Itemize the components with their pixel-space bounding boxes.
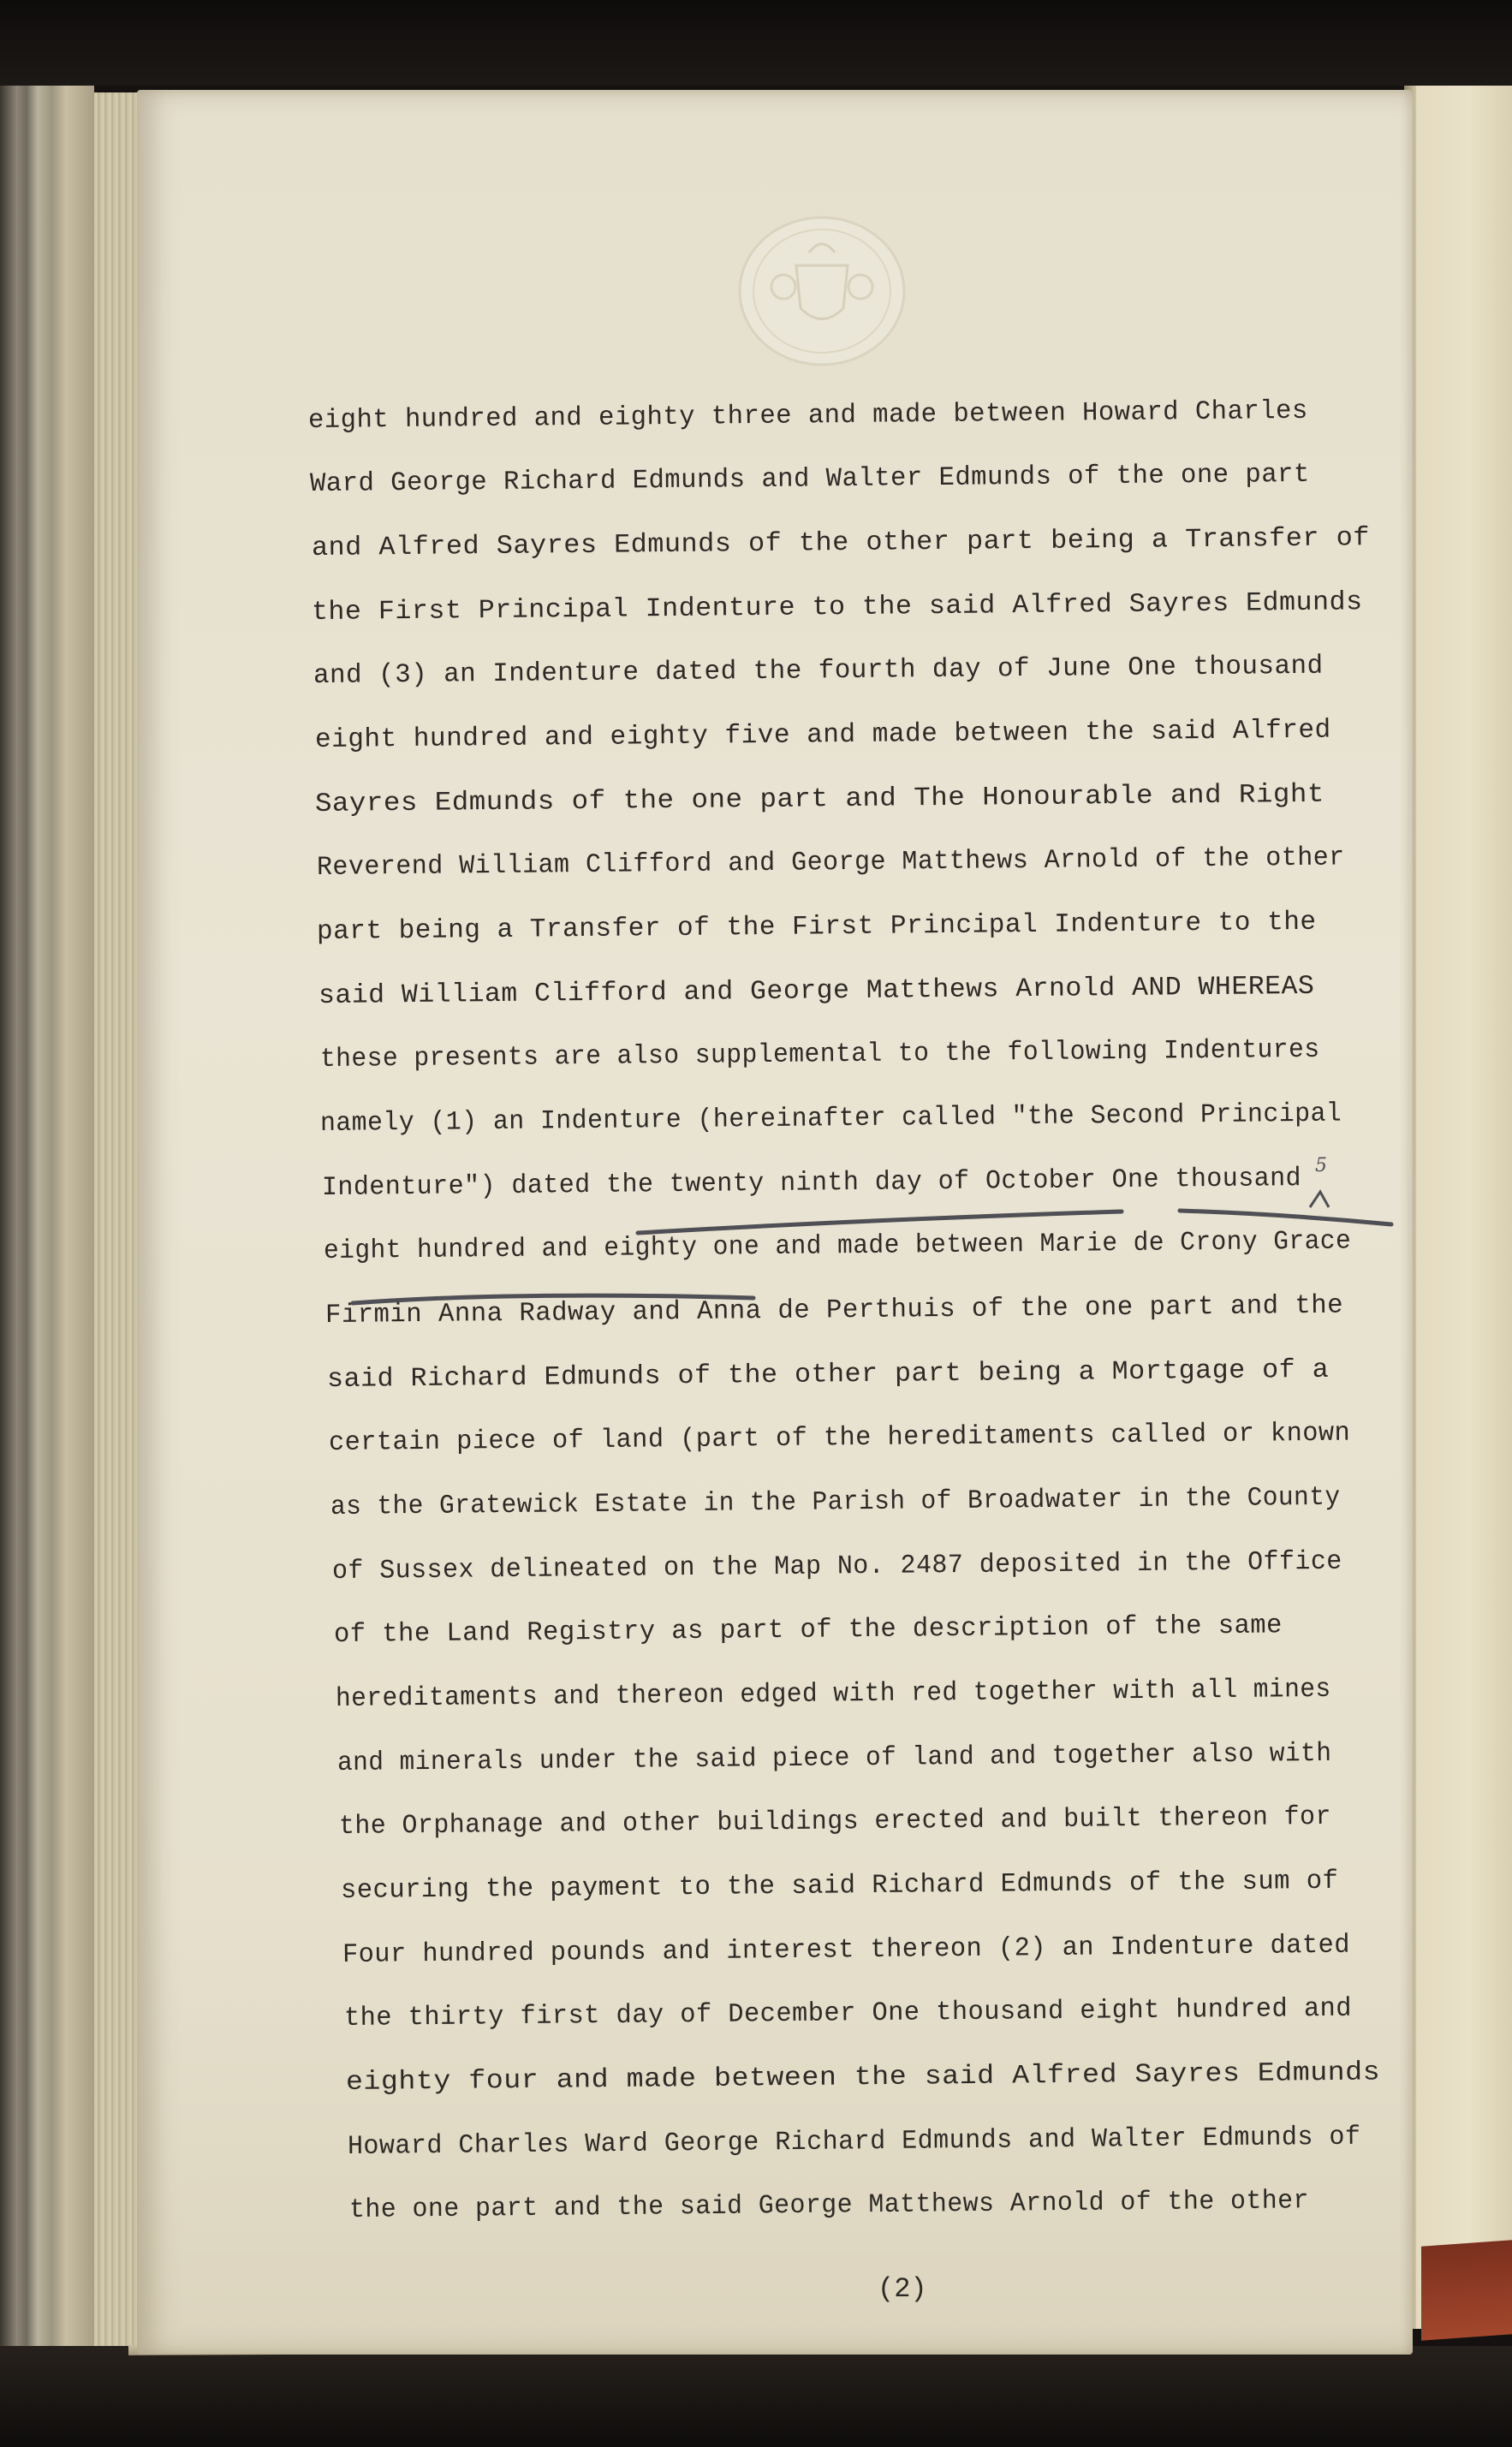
text-line: Sayres Edmunds of the one part and The Honourable and Right bbox=[314, 779, 1325, 819]
text-line: Ward George Richard Edmunds and Walter Edmunds of the one part bbox=[309, 459, 1310, 499]
text-line: and Alfred Sayres Edmunds of the other part being a Transfer of bbox=[311, 523, 1371, 563]
pencil-underline bbox=[638, 1212, 1122, 1233]
text-line: eight hundred and eighty five and made between the said Alfred bbox=[314, 715, 1331, 755]
text-line: these presents are also supplemental to the following Indentures bbox=[319, 1034, 1320, 1075]
text-line: eight hundred and eighty one and made between Marie de Crony Grace bbox=[323, 1226, 1352, 1266]
pencil-underline bbox=[353, 1295, 753, 1303]
text-line: and (3) an Indenture dated the fourth day of June One thousand bbox=[313, 651, 1324, 691]
text-line: of the Land Registry as part of the description of the same bbox=[333, 1610, 1283, 1650]
text-line: of Sussex delineated on the Map No. 2487 deposited in the Office bbox=[331, 1546, 1342, 1587]
text-line: said William Clifford and George Matthews Arnold AND WHEREAS bbox=[318, 971, 1315, 1011]
pencil-annotation: 5 bbox=[1315, 1155, 1327, 1176]
pencil-underline bbox=[1180, 1211, 1391, 1224]
text-line: as the Gratewick Estate in the Parish of Broadwater in the County bbox=[330, 1482, 1341, 1522]
text-line: certain piece of land (part of the hereditaments called or known bbox=[328, 1418, 1351, 1458]
text-line: part being a Transfer of the First Principal Indenture to the bbox=[316, 907, 1317, 947]
text-line: the one part and the said George Matthews Arnold of the other bbox=[348, 2186, 1310, 2225]
text-line: Reverend William Clifford and George Matthews Arnold of the other bbox=[316, 842, 1345, 883]
text-line: Indenture") dated the twenty ninth day of October One thousand bbox=[321, 1164, 1302, 1203]
page-number: (2) bbox=[878, 2273, 927, 2305]
text-line: the First Principal Indenture to the said Alfred Sayres Edmunds bbox=[311, 587, 1363, 628]
text-line: Firmin Anna Radway and Anna de Perthuis of the one part and the bbox=[324, 1290, 1344, 1331]
text-line: namely (1) an Indenture (hereinafter called "the Second Principal bbox=[319, 1098, 1342, 1139]
text-line: Howard Charles Ward George Richard Edmunds and Walter Edmunds of bbox=[347, 2122, 1361, 2162]
pencil-caret bbox=[1310, 1192, 1329, 1207]
text-line: and minerals under the said piece of land and together also with bbox=[336, 1738, 1332, 1778]
text-line: said Richard Edmunds of the other part being a Mortgage of a bbox=[326, 1354, 1330, 1395]
text-line: securing the payment to the said Richard Edmunds of the sum of bbox=[340, 1866, 1339, 1906]
text-line: eighty four and made between the said Alfred Sayres Edmunds bbox=[345, 2057, 1381, 2098]
text-line: eight hundred and eighty three and made between Howard Charles bbox=[307, 396, 1308, 436]
text-line: the Orphanage and other buildings erected and built thereon for bbox=[338, 1801, 1332, 1842]
text-line: the thirty first day of December One thousand eight hundred and bbox=[343, 1993, 1353, 2033]
text-line: hereditaments and thereon edged with red together with all mines bbox=[335, 1674, 1331, 1714]
text-line: Four hundred pounds and interest thereon (2) an Indenture dated bbox=[342, 1930, 1351, 1970]
